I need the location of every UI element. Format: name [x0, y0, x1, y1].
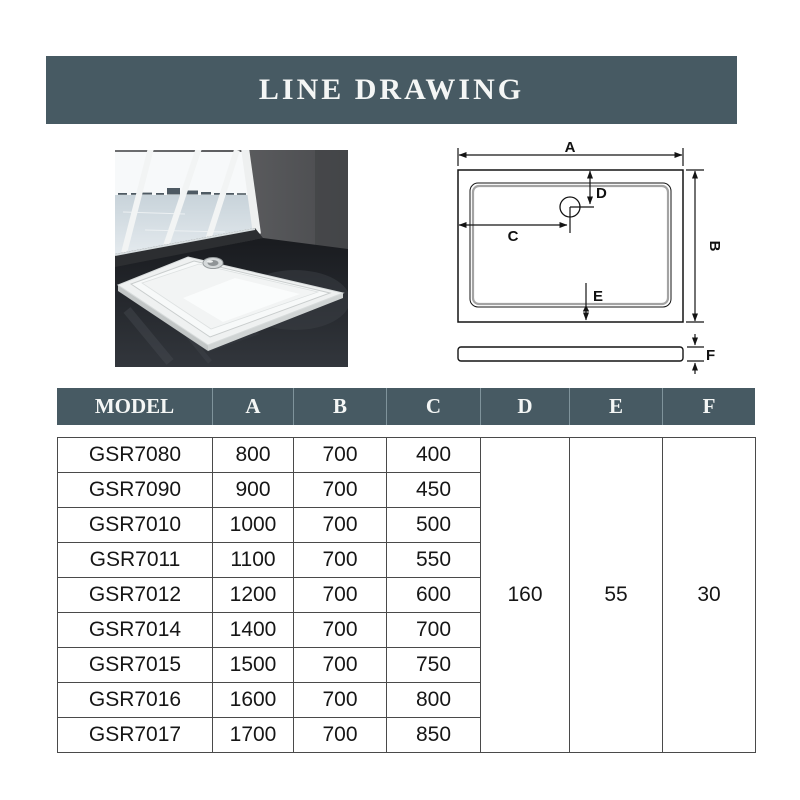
value-cell-b: 700	[294, 438, 387, 473]
merged-cell-f: 30	[663, 438, 756, 753]
column-header-e: E	[569, 388, 662, 425]
model-cell: GSR7011	[58, 543, 213, 578]
value-cell-b: 700	[294, 508, 387, 543]
value-cell-a: 1600	[213, 683, 294, 718]
value-cell-a: 1500	[213, 648, 294, 683]
model-cell: GSR7090	[58, 473, 213, 508]
value-cell-a: 800	[213, 438, 294, 473]
value-cell-b: 700	[294, 473, 387, 508]
dim-label-d: D	[596, 185, 607, 202]
value-cell-a: 1200	[213, 578, 294, 613]
line-drawing	[440, 140, 770, 380]
model-cell: GSR7012	[58, 578, 213, 613]
value-cell-a: 1100	[213, 543, 294, 578]
model-cell: GSR7015	[58, 648, 213, 683]
column-header-c: C	[386, 388, 480, 425]
dim-f	[687, 334, 704, 374]
tray-outline	[458, 170, 683, 322]
value-cell-a: 1400	[213, 613, 294, 648]
column-header-d: D	[480, 388, 569, 425]
dim-label-f: F	[706, 347, 716, 364]
drain-icon	[203, 258, 223, 269]
column-header-f: F	[662, 388, 755, 425]
model-cell: GSR7017	[58, 718, 213, 753]
model-cell: GSR7010	[58, 508, 213, 543]
table-header	[57, 388, 755, 425]
tray-side-view	[458, 347, 683, 361]
value-cell-c: 700	[387, 613, 481, 648]
spec-table	[57, 437, 756, 753]
value-cell-b: 700	[294, 613, 387, 648]
dim-b	[686, 170, 704, 322]
page-title: LINE DRAWING	[258, 73, 525, 106]
title-bar	[46, 56, 737, 124]
column-header-b: B	[293, 388, 386, 425]
value-cell-b: 700	[294, 718, 387, 753]
column-header-a: A	[212, 388, 293, 425]
model-cell: GSR7014	[58, 613, 213, 648]
value-cell-b: 700	[294, 578, 387, 613]
value-cell-c: 850	[387, 718, 481, 753]
model-cell: GSR7016	[58, 683, 213, 718]
value-cell-c: 750	[387, 648, 481, 683]
value-cell-b: 700	[294, 543, 387, 578]
value-cell-b: 700	[294, 683, 387, 718]
value-cell-c: 400	[387, 438, 481, 473]
value-cell-c: 500	[387, 508, 481, 543]
value-cell-c: 800	[387, 683, 481, 718]
dim-label-c: C	[507, 228, 519, 245]
value-cell-c: 450	[387, 473, 481, 508]
table-row	[58, 438, 756, 473]
column-header-model: MODEL	[94, 394, 175, 418]
value-cell-a: 1700	[213, 718, 294, 753]
dim-label-e: E	[593, 288, 604, 305]
product-photo	[115, 150, 348, 367]
merged-cell-e: 55	[570, 438, 663, 753]
value-cell-b: 700	[294, 648, 387, 683]
merged-cell-d: 160	[481, 438, 570, 753]
model-cell: GSR7080	[58, 438, 213, 473]
value-cell-c: 550	[387, 543, 481, 578]
dim-label-a: A	[564, 140, 576, 156]
value-cell-a: 900	[213, 473, 294, 508]
value-cell-c: 600	[387, 578, 481, 613]
dim-label-b: B	[706, 240, 723, 252]
wall-corner	[315, 150, 348, 260]
value-cell-a: 1000	[213, 508, 294, 543]
